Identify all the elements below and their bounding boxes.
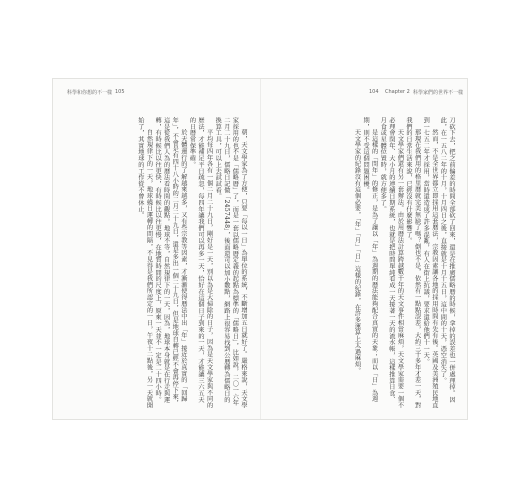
left-paragraph-1: 朝，天文學家為了方便，只要「每以一日」為單位的系統，不斷增加五日就好了。嚴格來說，天文學家採用的也不是「儒略曆」了，而是一套以儒略曆定義的起點為標準的「儒略日」，比如說，二〇一六年二月二十九日，儒略日記做「2457448」，後面還可以加小數點，網路上很容易找到公曆轉為儒略日的換算工具，可以上去試試看。 — [214, 117, 247, 409]
right-paragraph-4: 天文學家們還有另一套辦法。由於用曆法計算跨越數千年的天文事件相當麻煩，天文學家需要一個不必理會閏年、大小月的連續日期系統，也就是把時間單純看成一天接著一天的流水帳，這樣推算日食、月食或星體位置時，就方便多了。 — [379, 117, 404, 409]
chapter-label: Chapter 2 — [385, 89, 410, 95]
right-paragraph-6: 天文學家的紀錄沒有這個必要，「年」「月」「日」這樣的紀錄，在許多運算上太過麻煩。 — [353, 129, 361, 375]
book-spread — [52, 78, 468, 420]
right-page — [261, 79, 469, 419]
right-page-number: 104 — [369, 89, 379, 95]
right-paragraph-5: 是這樣的「閏年」的修正，是為了讓以「年」為週期的曆法能夠配合真實的天象；而以「日」為週期，則不受這個問題困擾。 — [362, 117, 378, 403]
left-running-head: 科學和你想的不一樣 — [67, 90, 113, 96]
left-page-body — [67, 117, 247, 409]
left-paragraph-3: 於天體運行的了解越來越多，又有些宗教等因素，才漸漸使得曆法中出「年」接近於真實的「回歸年」，不會是有四十八小時的二月二十九日，還是多出一個二十九日，但是地球自轉已經不會再停下來，這是從我們人為的曆法看時間的觀點。地球不等，自然規律下的一天，因為，地球本身就是在行走與運轉，有時候比以往更快，有時候比以往更慢，在地質時間的尺度上，原來一天並不一定是二十四小時。 — [154, 117, 187, 406]
left-page — [53, 79, 260, 419]
right-page-body — [273, 117, 455, 409]
left-paragraph-2: 平均每四年各有一個二月二十九日，剛好是一天，別以為是大掃除的日子，因為是天文學家與不同的歷法，才能補足平日疏忽，每四年讓我們可以再多一天，恰好在這個日子到來的一天，才能讓三六五天的日曆常保準確。 — [188, 117, 213, 409]
left-paragraph-4: 自然規律下的一天，地球繞日運轉的間隔，不見得是我們所認定的一日，午夜十二點後，另一天就開始了，其實地球的工作從不曾休止。 — [136, 117, 153, 409]
right-paragraph-3: 那現在我們用的格里曆就完美無缺了嗎？倒也不是，依然有一點點誤差，大約三千多年才差一天，對我們的日常生活來說，已經沒有什麼影響了。 — [405, 117, 421, 409]
right-paragraph-2: 然而，不是全世界都立即採用這套曆法，宗教因素讓各地的採用時間有先有後。英國及美洲殖民地直到一七五二年才採用，當時還造成了許多混亂，有人在街上抗議，要求還給他們十一天。 — [422, 117, 438, 409]
right-running-head: 科學家們的世界不一樣 — [413, 90, 464, 96]
right-paragraph-1: 刀砍下去，把之前偏差的時間全部砍了回來，還是在推廣儒略曆的時候，拿掉的誤差也一併處理掉。因此，在一五八二年的十月，十月四日之後，直接就是十月十五日，這中間的十天，憑空消失了。 — [439, 117, 455, 403]
left-page-number: 105 — [115, 89, 125, 95]
